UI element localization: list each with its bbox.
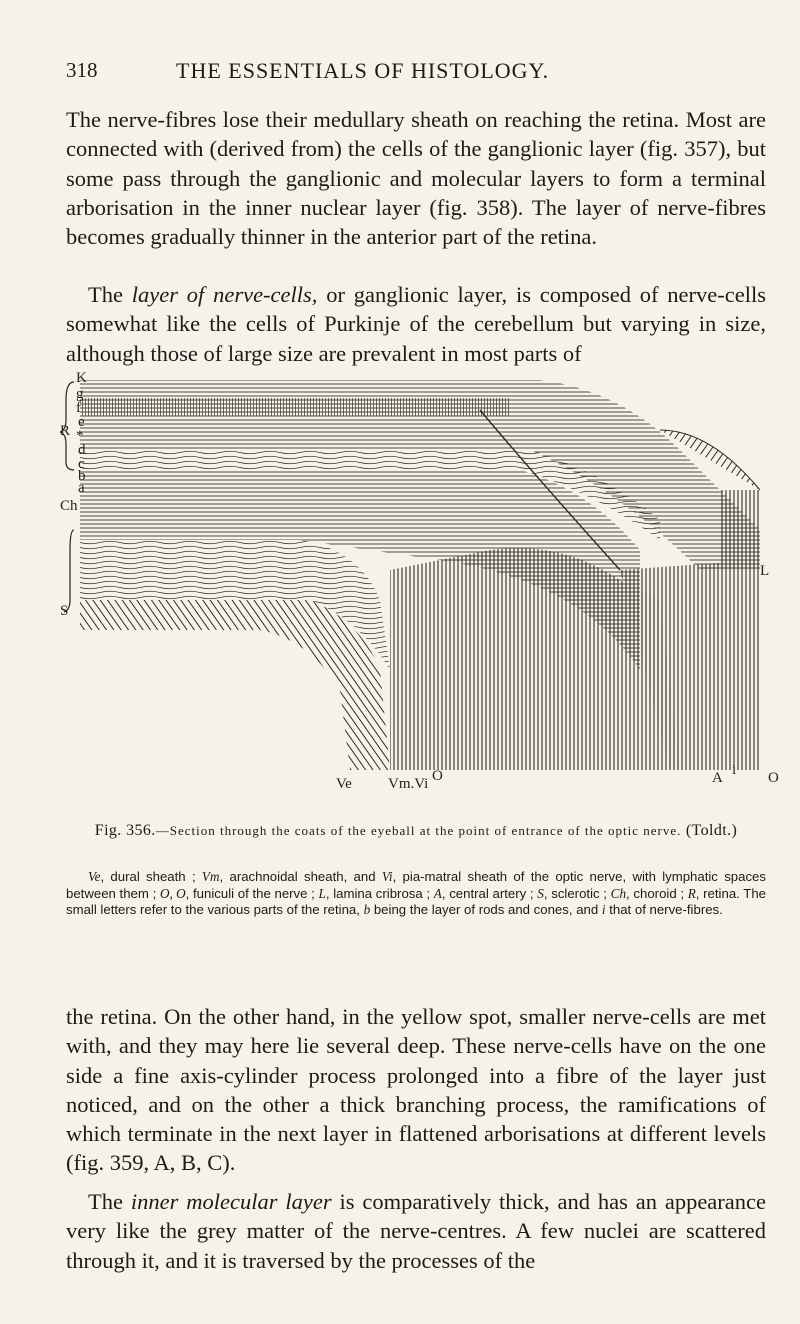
label-Ch: Ch bbox=[60, 498, 78, 514]
sclerotic-bracket bbox=[64, 530, 74, 612]
paragraph-yellow-spot: the retina. On the other hand, in the yellow spot, smaller nerve-cells are met with, and they may here lie several deep. These nerve-cells have on the one side a fine axis-cylinder process prolonged into a fibre of the layer just noticed, and on the other a thick branching process, the ramifications of which terminate in the next layer in flattened arborisations at different levels (fig. 359, A, B, C). bbox=[66, 1004, 766, 1176]
label-c: c bbox=[78, 456, 85, 472]
label-b: b bbox=[78, 468, 86, 484]
label-a: a bbox=[78, 480, 85, 496]
p2-body: or ganglionic layer, is composed of nerve-cells somewhat like the cells of Purkinje of the cerebellum but varying in size, although those of large size are prevalent in most parts of bbox=[66, 282, 767, 366]
page-number: 318 bbox=[66, 58, 98, 82]
figure-source: (Toldt.) bbox=[685, 822, 738, 839]
retina-right-edge bbox=[720, 490, 760, 570]
legend-abbr: Ch bbox=[610, 885, 627, 901]
label-S: S bbox=[60, 603, 69, 619]
label-K: K bbox=[76, 370, 87, 386]
figure-legend bbox=[66, 869, 766, 919]
rod-cone-layer bbox=[80, 398, 510, 416]
label-f: f bbox=[76, 400, 81, 416]
legend-abbr: Vm bbox=[201, 869, 220, 884]
legend-text: , sclerotic ; bbox=[543, 885, 611, 901]
legend-text: , central artery ; bbox=[441, 885, 538, 901]
legend-text: being the layer of rods and cones, and bbox=[370, 902, 602, 918]
label-O-left: O bbox=[432, 768, 443, 784]
legend-abbr: A bbox=[433, 885, 442, 901]
p4-body: is comparatively thick, and has an appearance very like the grey matter of the nerve-centres. A few nuclei are scattered through it, and it is traversed by the processes of the bbox=[66, 1189, 766, 1273]
legend-text: , pia-matral sheath of the optic nerve, with lymphatic spaces between them ; bbox=[66, 869, 766, 901]
legend-abbr: S bbox=[537, 885, 544, 901]
eyeball-section-illustration bbox=[60, 370, 780, 790]
legend-abbr: Vi bbox=[381, 869, 393, 884]
figure-number: Fig. 356. bbox=[94, 822, 156, 839]
label-A: A bbox=[712, 770, 723, 786]
paragraph-inner-molecular-layer bbox=[66, 1187, 766, 1275]
p2-italic-term: layer of nerve-cells, bbox=[131, 282, 318, 307]
label-Ve: Ve bbox=[336, 776, 352, 790]
legend-text: that of nerve-fibres. bbox=[605, 902, 723, 918]
label-e: e bbox=[78, 414, 85, 430]
label-L: L bbox=[760, 563, 770, 579]
legend-abbr: R bbox=[687, 885, 696, 901]
legend-abbr: Ve bbox=[88, 869, 101, 884]
legend-abbr: L bbox=[318, 885, 326, 901]
p2-lead: The bbox=[88, 282, 132, 307]
legend-text: , funiculi of the nerve ; bbox=[185, 885, 319, 901]
paragraph-nerve-cells bbox=[66, 280, 766, 368]
legend-abbr: O, O bbox=[159, 885, 186, 901]
figure-title: —Section through the coats of the eyeball at the point of entrance of the optic nerve. bbox=[155, 823, 682, 838]
page-header bbox=[66, 58, 766, 88]
p4-lead: The bbox=[88, 1189, 131, 1214]
legend-text: , dural sheath ; bbox=[100, 869, 202, 884]
figure-eyeball-section bbox=[60, 370, 780, 790]
label-g: g bbox=[76, 386, 84, 402]
legend-abbr: i bbox=[601, 902, 606, 918]
legend-text: , arachnoidal sheath, and bbox=[219, 869, 382, 884]
legend-text: , retina. The small letters refer to the various parts of the retina, bbox=[66, 885, 766, 918]
label-star: * bbox=[76, 428, 84, 444]
label-VmVi: Vm.Vi bbox=[388, 776, 429, 790]
figure-caption-title bbox=[66, 820, 766, 841]
legend-text: , lamina cribrosa ; bbox=[325, 885, 434, 901]
label-R: R bbox=[60, 423, 71, 439]
label-i: i bbox=[732, 762, 737, 778]
p4-italic-term: inner molecular layer bbox=[130, 1189, 332, 1214]
legend-text: , choroid ; bbox=[626, 885, 688, 901]
sheath-curve bbox=[80, 600, 390, 770]
running-head: THE ESSENTIALS OF HISTOLOGY. bbox=[176, 58, 550, 83]
paragraph-nerve-fibres: The nerve-fibres lose their medullary sheath on reaching the retina. Most are connected with (derived from) the cells of the ganglionic layer (fig. 357), but some pass through the ganglionic and molecular layers to form a terminal arborisation in the inner nuclear layer (fig. 358). The layer of nerve-fibres becomes gradually thinner in the anterior part of the retina. bbox=[66, 107, 766, 250]
label-d: d bbox=[78, 442, 86, 458]
legend-abbr: b bbox=[363, 902, 371, 918]
label-O-right: O bbox=[768, 770, 779, 786]
